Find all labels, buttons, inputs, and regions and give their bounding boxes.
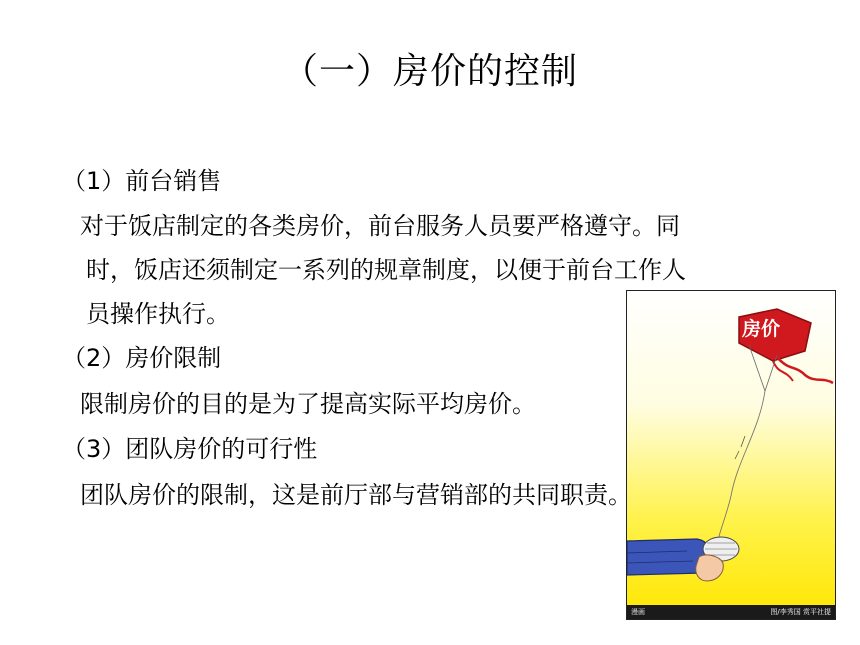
- kite-string: [715, 391, 765, 553]
- kite-cartoon-illustration: [626, 290, 836, 620]
- caption-credit: 图/李秀国 赏平社提: [770, 608, 831, 616]
- caption-left: 漫画: [631, 608, 645, 616]
- body-text-line-1: 对于饭店制定的各类房价，前台服务人员要严格遵守。同: [80, 212, 680, 240]
- body-text-line-3: 员操作执行。: [86, 300, 230, 328]
- motion-mark: [735, 451, 739, 459]
- motion-mark: [741, 436, 745, 447]
- section-heading-group-rate: （3）团队房价的可行性: [62, 435, 318, 463]
- body-text-line-2: 时，饭店还须制定一系列的规章制度，以便于前台工作人: [86, 256, 686, 284]
- hand: [696, 555, 724, 581]
- section-heading-front-desk-sales: （1）前台销售: [62, 167, 222, 195]
- kite-cartoon-drawing: [627, 291, 836, 620]
- body-text-line-4: 限制房价的目的是为了提高实际平均房价。: [80, 390, 536, 418]
- slide-title: （一）房价的控制: [281, 51, 578, 92]
- section-heading-rate-restriction: （2）房价限制: [62, 344, 222, 372]
- body-text-line-5: 团队房价的限制，这是前厅部与营销部的共同职责。: [80, 481, 632, 509]
- kite-label: 房价: [741, 318, 781, 340]
- kite-tail: [777, 357, 833, 383]
- illustration-caption-bar: [627, 605, 835, 619]
